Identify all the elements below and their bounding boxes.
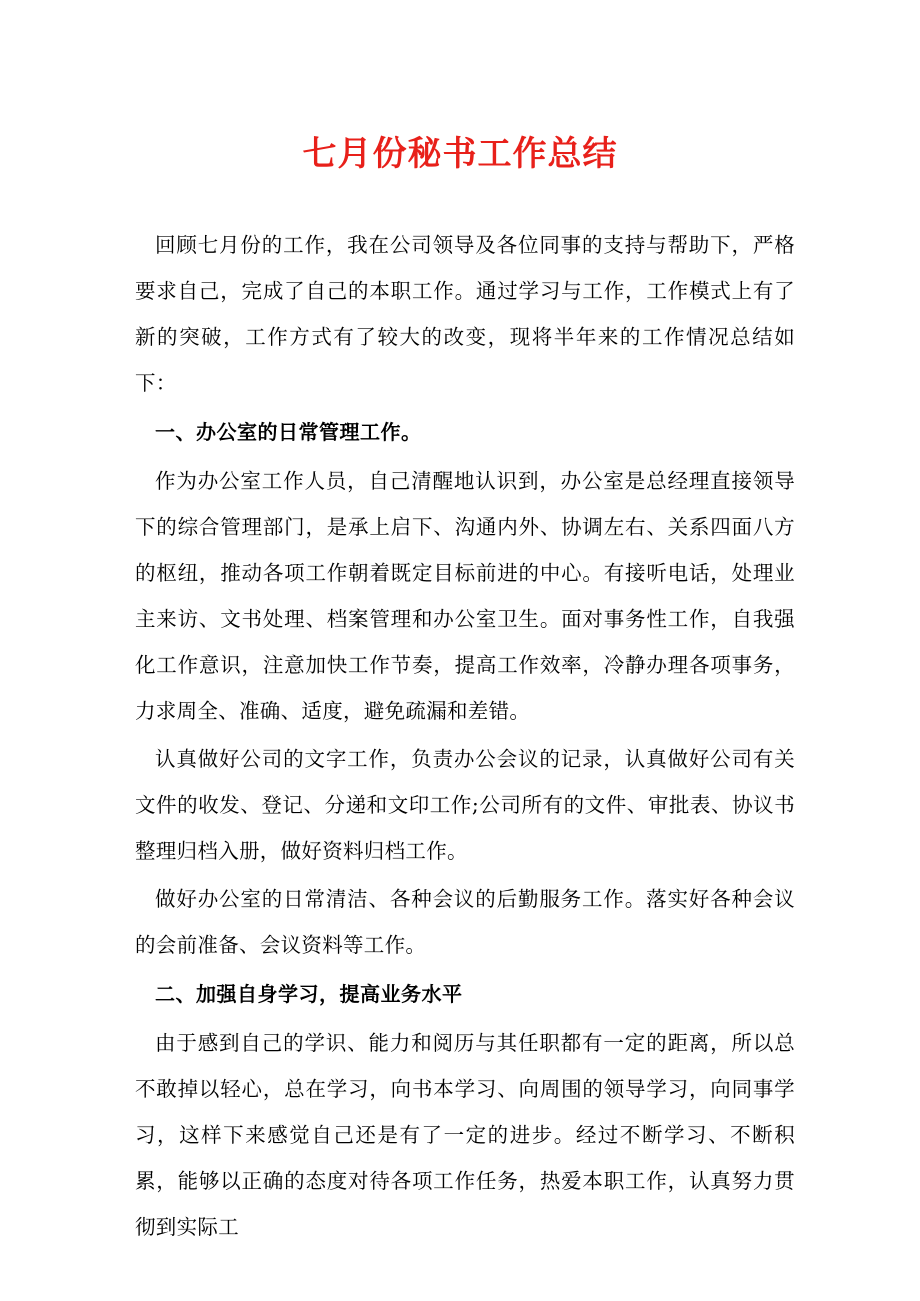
section-1-heading: 一、办公室的日常管理工作。 (155, 420, 422, 444)
section-2-paragraph-1: 由于感到自己的学识、能力和阅历与其任职都有一定的距离，所以总不敢掉以轻心，总在学习，向书本学习、向周围的领导学习，向同事学习，这样下来感觉自己还是有了一定的进步。经过不断学习、不断积累，能够以正确的态度对待各项工作任务，热爱本职工作，认真努力贯彻到实际工 (135, 1031, 795, 1239)
section-2-heading: 二、加强自身学习，提高业务水平 (155, 982, 463, 1006)
section-1-paragraph-3: 做好办公室的日常清洁、各种会议的后勤服务工作。落实好各种会议的会前准备、会议资料等工作。 (135, 887, 795, 957)
document-body (135, 222, 795, 1250)
intro-paragraph: 回顾七月份的工作，我在公司领导及各位同事的支持与帮助下，严格要求自己，完成了自己的本职工作。通过学习与工作，工作模式上有了新的突破，工作方式有了较大的改变，现将半年来的工作情况总结如下： (135, 233, 795, 395)
section-1-paragraph-2: 认真做好公司的文字工作，负责办公会议的记录，认真做好公司有关文件的收发、登记、分递和文印工作;公司所有的文件、审批表、协议书整理归档入册，做好资料归档工作。 (135, 747, 795, 863)
section-1-paragraph-1: 作为办公室工作人员，自己清醒地认识到，办公室是总经理直接领导下的综合管理部门，是承上启下、沟通内外、协调左右、关系四面八方的枢纽，推动各项工作朝着既定目标前进的中心。有接听电话，处理业主来访、文书处理、档案管理和办公室卫生。面对事务性工作，自我强化工作意识，注意加快工作节奏，提高工作效率，冷静办理各项事务，力求周全、准确、适度，避免疏漏和差错。 (135, 469, 795, 723)
document-title: 七月份秘书工作总结 (302, 134, 618, 174)
